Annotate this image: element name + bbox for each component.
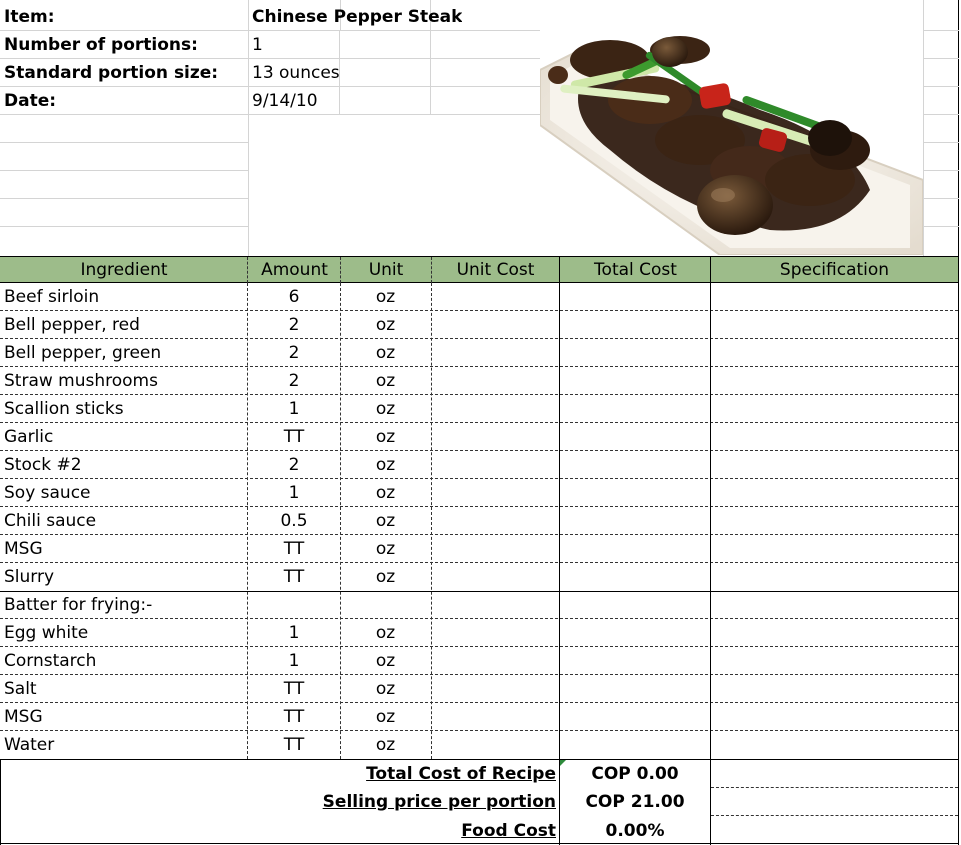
amount-cell[interactable]: TT: [283, 679, 305, 699]
column-divider: [431, 283, 432, 759]
table-row: [0, 423, 958, 451]
gridline: [0, 198, 248, 199]
ingredient-cell[interactable]: MSG: [4, 539, 43, 559]
unit-cell[interactable]: oz: [375, 287, 396, 307]
header-unit: Unit: [368, 260, 404, 280]
ingredient-cell[interactable]: Bell pepper, red: [4, 315, 140, 335]
formula-indicator: [560, 760, 566, 766]
ingredient-cell[interactable]: Bell pepper, green: [4, 343, 162, 363]
ingredient-cell[interactable]: Slurry: [4, 567, 55, 587]
table-row: [0, 339, 958, 367]
amount-cell[interactable]: 1: [288, 399, 300, 419]
amount-cell[interactable]: TT: [283, 735, 305, 755]
unit-cell[interactable]: oz: [375, 371, 396, 391]
header-divider: [559, 257, 560, 283]
amount-cell[interactable]: TT: [283, 707, 305, 727]
gridline: [923, 86, 959, 87]
ingredient-cell[interactable]: Batter for frying:-: [4, 595, 153, 615]
section-separator: [0, 591, 958, 592]
gridline: [958, 0, 959, 845]
gridline: [923, 114, 959, 115]
ingredient-cell[interactable]: Chili sauce: [4, 511, 97, 531]
header-divider: [431, 257, 432, 283]
unit-cell[interactable]: oz: [375, 651, 396, 671]
ingredient-cell[interactable]: Garlic: [4, 427, 54, 447]
header-total-cost: Total Cost: [594, 260, 677, 280]
summary-row-divider: [711, 787, 958, 788]
ingredient-cell[interactable]: Egg white: [4, 623, 89, 643]
amount-cell[interactable]: [248, 591, 340, 618]
unit-cell[interactable]: oz: [375, 707, 396, 727]
portions-label: Number of portions:: [4, 35, 198, 55]
unit-cell[interactable]: oz: [375, 679, 396, 699]
table-row: [0, 703, 958, 731]
unit-cell[interactable]: oz: [375, 343, 396, 363]
gridline: [923, 170, 959, 171]
header-specification: Specification: [779, 260, 890, 280]
amount-cell[interactable]: 2: [288, 371, 300, 391]
amount-cell[interactable]: TT: [283, 567, 305, 587]
ingredient-cell[interactable]: Soy sauce: [4, 483, 91, 503]
unit-cell[interactable]: oz: [375, 511, 396, 531]
table-row: [0, 451, 958, 479]
header-amount: Amount: [261, 260, 328, 280]
header-unit-cost: Unit Cost: [456, 260, 535, 280]
unit-cell[interactable]: oz: [375, 455, 396, 475]
gridline: [923, 0, 924, 256]
table-row: [0, 563, 958, 591]
selling-price-value[interactable]: COP 21.00: [585, 792, 685, 812]
column-divider: [247, 283, 248, 759]
amount-cell[interactable]: 1: [288, 623, 300, 643]
gridline: [923, 30, 959, 31]
table-row: [0, 731, 958, 759]
ingredient-cell[interactable]: Beef sirloin: [4, 287, 100, 307]
table-row: [0, 591, 958, 619]
unit-cell[interactable]: oz: [375, 427, 396, 447]
amount-cell[interactable]: 1: [288, 483, 300, 503]
unit-cell[interactable]: oz: [375, 539, 396, 559]
amount-cell[interactable]: 2: [288, 315, 300, 335]
unit-cell[interactable]: [341, 591, 430, 618]
table-row: [0, 535, 958, 563]
amount-cell[interactable]: 1: [288, 651, 300, 671]
header-divider: [340, 257, 341, 283]
ingredient-cell[interactable]: MSG: [4, 707, 43, 727]
portion-size-value[interactable]: 13 ounces: [252, 63, 340, 83]
total-cost-label: Total Cost of Recipe: [366, 764, 556, 784]
unit-cell[interactable]: oz: [375, 623, 396, 643]
food-cost-label: Food Cost: [461, 821, 556, 841]
selling-price-label: Selling price per portion: [322, 792, 556, 812]
table-row: [0, 619, 958, 647]
unit-cell[interactable]: oz: [375, 567, 396, 587]
unit-cell[interactable]: oz: [375, 483, 396, 503]
gridline: [923, 226, 959, 227]
column-divider: [340, 283, 341, 759]
ingredient-cell[interactable]: Water: [4, 735, 55, 755]
table-row: [0, 507, 958, 535]
amount-cell[interactable]: 2: [288, 455, 300, 475]
ingredient-cell[interactable]: Scallion sticks: [4, 399, 124, 419]
column-divider: [710, 283, 711, 845]
sheet-left-border: [0, 759, 1, 845]
table-header: [0, 256, 958, 283]
gridline: [248, 0, 249, 256]
ingredient-cell[interactable]: Salt: [4, 679, 37, 699]
item-value[interactable]: Chinese Pepper Steak: [252, 7, 463, 27]
table-row: [0, 675, 958, 703]
pepper-steak-illustration: [540, 30, 923, 255]
unit-cell[interactable]: oz: [375, 315, 396, 335]
summary-row-divider: [711, 815, 958, 816]
table-row: [0, 311, 958, 339]
date-label: Date:: [4, 91, 57, 111]
ingredient-cell[interactable]: Cornstarch: [4, 651, 97, 671]
gridline: [923, 198, 959, 199]
unit-cell[interactable]: oz: [375, 399, 396, 419]
ingredient-cell[interactable]: Stock #2: [4, 455, 82, 475]
table-row: [0, 283, 958, 311]
amount-cell[interactable]: 2: [288, 343, 300, 363]
table-row: [0, 647, 958, 675]
dish-photo: [540, 30, 923, 255]
header-divider: [710, 257, 711, 283]
portion-size-label: Standard portion size:: [4, 63, 219, 83]
gridline: [0, 142, 248, 143]
amount-cell[interactable]: 6: [288, 287, 300, 307]
amount-cell[interactable]: 0.5: [280, 511, 308, 531]
portions-value[interactable]: 1: [252, 35, 263, 55]
header-divider: [247, 257, 248, 283]
item-label: Item:: [4, 7, 55, 27]
food-cost-value[interactable]: 0.00%: [605, 821, 665, 841]
ingredient-cell[interactable]: Straw mushrooms: [4, 371, 158, 391]
gridline: [923, 142, 959, 143]
amount-cell[interactable]: TT: [283, 539, 305, 559]
date-value[interactable]: 9/14/10: [252, 91, 318, 111]
amount-cell[interactable]: TT: [283, 427, 305, 447]
gridline: [430, 30, 431, 115]
gridline: [0, 226, 248, 227]
table-row: [0, 395, 958, 423]
gridline: [0, 170, 248, 171]
total-cost-value[interactable]: COP 0.00: [591, 764, 679, 784]
unit-cell[interactable]: oz: [375, 735, 396, 755]
table-row: [0, 479, 958, 507]
gridline: [923, 58, 959, 59]
table-row: [0, 367, 958, 395]
header-ingredient: Ingredient: [80, 260, 168, 280]
